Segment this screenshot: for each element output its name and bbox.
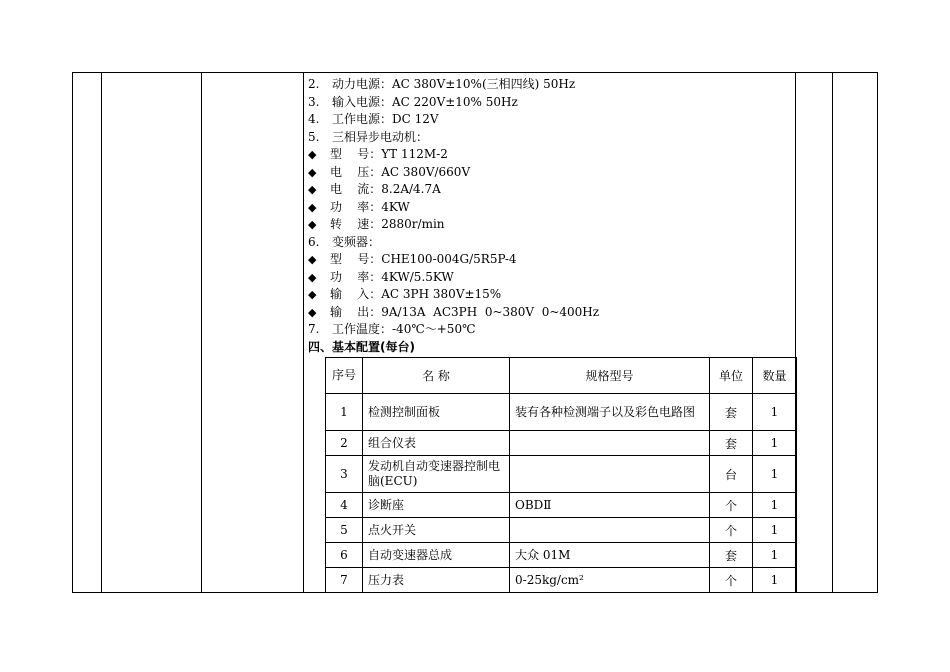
cell-spec xyxy=(510,518,710,543)
spec-text: 电 压：AC 380V/660V xyxy=(330,164,471,179)
section-title: 四、基本配置(每台) xyxy=(308,339,415,354)
header-index: 序号 xyxy=(326,358,363,394)
spec-line xyxy=(308,129,828,147)
spec-lines xyxy=(308,76,828,339)
config-table xyxy=(325,357,797,593)
cell-index: 3 xyxy=(326,456,363,493)
list-number: 2. xyxy=(308,77,320,91)
spec-line xyxy=(308,164,828,182)
table-body xyxy=(326,394,797,593)
cell-unit: 个 xyxy=(710,493,753,518)
spec-line xyxy=(308,94,828,112)
spec-line xyxy=(308,269,828,287)
spec-text: 工作电源：DC 12V xyxy=(332,112,439,126)
cell-unit: 套 xyxy=(710,431,753,456)
cell-index: 7 xyxy=(326,568,363,593)
spec-text: 功 率：4KW/5.5KW xyxy=(330,269,454,284)
cell-spec: 大众 01M xyxy=(510,543,710,568)
table-row xyxy=(326,456,797,493)
diamond-bullet-icon: ◆ xyxy=(308,270,317,284)
document-frame xyxy=(72,72,878,593)
cell-name: 自动变速器总成 xyxy=(363,543,510,568)
cell-index: 1 xyxy=(326,394,363,431)
header-qty: 数量 xyxy=(753,358,797,394)
diamond-bullet-icon: ◆ xyxy=(308,165,317,179)
cell-qty: 1 xyxy=(753,431,797,456)
spec-text: 转 速：2880r/min xyxy=(330,217,445,231)
table-header-row xyxy=(326,358,797,394)
spec-line xyxy=(308,76,828,94)
cell-unit: 套 xyxy=(710,543,753,568)
column-divider xyxy=(101,73,102,592)
list-number: 7. xyxy=(308,322,320,336)
spec-line xyxy=(308,146,828,164)
cell-index: 2 xyxy=(326,431,363,456)
spec-line xyxy=(308,304,828,322)
cell-index: 6 xyxy=(326,543,363,568)
cell-unit: 个 xyxy=(710,568,753,593)
spec-line xyxy=(308,111,828,129)
cell-qty: 1 xyxy=(753,568,797,593)
spec-line xyxy=(308,321,828,339)
cell-unit: 台 xyxy=(710,456,753,493)
spec-text: 三相异步电动机： xyxy=(332,129,429,144)
cell-spec xyxy=(510,431,710,456)
cell-name: 检测控制面板 xyxy=(363,394,510,431)
cell-spec: 装有各种检测端子以及彩色电路图 xyxy=(510,394,710,431)
spec-line xyxy=(308,234,828,252)
spec-text: 型 号：CHE100-004G/5R5P-4 xyxy=(330,252,517,266)
diamond-bullet-icon: ◆ xyxy=(308,200,317,214)
list-number: 3. xyxy=(308,94,320,109)
spec-text: 动力电源：AC 380V±10%(三相四线) 50Hz xyxy=(332,77,576,91)
diamond-bullet-icon: ◆ xyxy=(308,148,317,161)
list-number: 5. xyxy=(308,129,320,144)
spec-text: 型 号：YT 112M-2 xyxy=(330,147,448,161)
cell-index: 5 xyxy=(326,518,363,543)
spec-line xyxy=(308,286,828,304)
column-divider xyxy=(832,73,833,592)
diamond-bullet-icon: ◆ xyxy=(308,183,317,196)
table-row xyxy=(326,394,797,431)
cell-name: 诊断座 xyxy=(363,493,510,518)
spec-text: 输 出：9A/13A AC3PH 0~380V 0~400Hz xyxy=(330,304,600,319)
spec-list xyxy=(308,76,828,356)
cell-qty: 1 xyxy=(753,543,797,568)
cell-qty: 1 xyxy=(753,493,797,518)
diamond-bullet-icon: ◆ xyxy=(308,288,317,301)
list-number: 6. xyxy=(308,234,320,249)
spec-line xyxy=(308,181,828,199)
table-row xyxy=(326,543,797,568)
cell-name: 组合仪表 xyxy=(363,431,510,456)
cell-spec: OBDⅡ xyxy=(510,493,710,518)
table-row xyxy=(326,431,797,456)
cell-name: 压力表 xyxy=(363,568,510,593)
cell-unit: 套 xyxy=(710,394,753,431)
spec-line xyxy=(308,251,828,269)
cell-qty: 1 xyxy=(753,518,797,543)
diamond-bullet-icon: ◆ xyxy=(308,253,317,266)
cell-qty: 1 xyxy=(753,394,797,431)
column-divider xyxy=(201,73,202,592)
spec-text: 功 率：4KW xyxy=(330,199,410,214)
table-row xyxy=(326,568,797,593)
header-unit: 单位 xyxy=(710,358,753,394)
spec-text: 工作温度：-40℃～+50℃ xyxy=(332,322,476,336)
cell-qty: 1 xyxy=(753,456,797,493)
table-row xyxy=(326,493,797,518)
spec-text: 电 流：8.2A/4.7A xyxy=(330,182,441,196)
spec-text: 变频器： xyxy=(332,234,381,249)
spec-line xyxy=(308,216,828,234)
spec-text: 输入电源：AC 220V±10% 50Hz xyxy=(332,94,518,109)
header-spec: 规格型号 xyxy=(510,358,710,394)
header-name: 名 称 xyxy=(363,358,510,394)
cell-name: 点火开关 xyxy=(363,518,510,543)
cell-name: 发动机自动变速器控制电脑(ECU) xyxy=(363,456,510,493)
table-row xyxy=(326,518,797,543)
cell-unit: 个 xyxy=(710,518,753,543)
spec-line xyxy=(308,199,828,217)
cell-spec xyxy=(510,456,710,493)
cell-spec: 0-25kg/cm² xyxy=(510,568,710,593)
column-divider xyxy=(303,73,304,592)
list-number: 4. xyxy=(308,112,320,126)
diamond-bullet-icon: ◆ xyxy=(308,218,317,231)
spec-text: 输 入：AC 3PH 380V±15% xyxy=(330,287,502,301)
diamond-bullet-icon: ◆ xyxy=(308,305,317,319)
cell-index: 4 xyxy=(326,493,363,518)
